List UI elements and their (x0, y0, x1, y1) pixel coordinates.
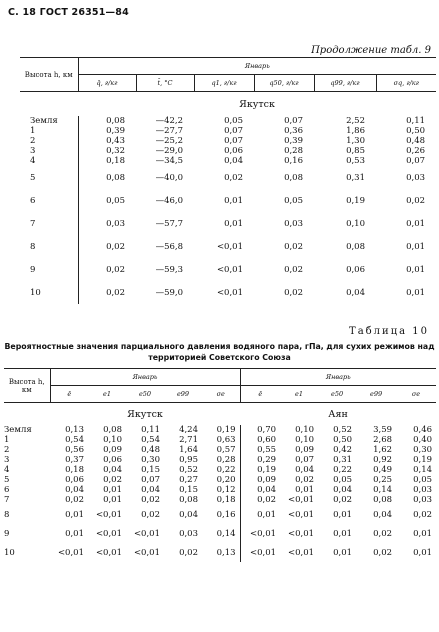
table-cell: —29,0 (155, 146, 183, 156)
row-height-label: 7 (20, 212, 78, 235)
table-cell: 0,56 (65, 445, 84, 455)
table-cell: 0,18 (106, 156, 125, 166)
table-cell: 0,02 (284, 287, 303, 298)
table-cell: 0,02 (106, 287, 125, 298)
table-cell: 0,01 (413, 547, 433, 558)
table-row (4, 445, 436, 455)
column-header: σe (202, 386, 240, 403)
table-cell: 0,37 (65, 455, 84, 465)
table-cell: 0,01 (103, 495, 122, 505)
row-height-label: Земля (4, 425, 32, 435)
table-cell: 0,50 (406, 126, 426, 136)
table-cell: 0,02 (373, 547, 393, 558)
table-cell: 0,27 (179, 475, 198, 485)
table-cell: 0,48 (406, 136, 426, 146)
table-cell: 0,12 (202, 485, 240, 495)
table-cell: 0,31 (333, 455, 353, 465)
table-cell: 0,01 (406, 264, 426, 275)
table-cell: 0,01 (65, 509, 84, 520)
table-cell: 0,39 (284, 136, 303, 146)
table-cell: 0,57 (202, 445, 240, 455)
table-cell: 0,07 (284, 116, 303, 126)
table-cell: 0,04 (346, 287, 365, 298)
table-cell: 0,02 (284, 241, 303, 252)
table-cell: 0,09 (103, 445, 122, 455)
table-cell: 1,62 (373, 445, 393, 455)
table-10-title: Вероятностные значения парциального давления водяного пара, гПа, для сухих режимов над территорией Советского Союза (4, 342, 435, 362)
table-cell: 0,03 (413, 485, 433, 495)
table-cell: 0,30 (413, 445, 433, 455)
table-cell: 0,70 (257, 425, 277, 435)
column-header: q99, г/кг (314, 75, 376, 92)
table-cell: 0,02 (406, 195, 426, 206)
group-header-left: Январь (50, 369, 240, 386)
table-cell: —40,0 (155, 172, 183, 183)
table-cell: 0,49 (373, 465, 393, 475)
table-cell: 0,01 (333, 547, 353, 558)
table-continuation-label: Продолжение табл. 9 (311, 45, 431, 56)
table-cell: 0,04 (373, 509, 393, 520)
table-cell: 0,16 (284, 156, 303, 166)
table-cell: 0,42 (333, 445, 353, 455)
table-cell: 0,13 (202, 543, 240, 562)
table-cell: 3,59 (373, 425, 393, 435)
table-cell: 0,39 (106, 126, 125, 136)
table-cell: —59,0 (155, 287, 183, 298)
table-cell: 0,63 (202, 435, 240, 445)
table-cell: 0,08 (106, 116, 125, 126)
table-row (4, 543, 436, 562)
column-header: q̄, г/кг (78, 75, 136, 92)
table-cell: 0,54 (65, 435, 84, 445)
table-cell: 0,02 (141, 495, 160, 505)
row-height-label: 3 (4, 455, 10, 465)
column-header: ē (240, 386, 280, 403)
table-cell: 0,15 (179, 485, 198, 495)
table-9 (20, 57, 436, 304)
table-cell: 0,06 (224, 146, 243, 156)
table-cell: 0,01 (295, 485, 315, 495)
table-cell: 0,01 (406, 241, 426, 252)
table-cell: <0,01 (95, 528, 122, 539)
table-row (20, 126, 436, 136)
table-cell: 0,11 (141, 425, 160, 435)
table-10-label: Таблица 10 (349, 326, 429, 337)
column-header: e50 (318, 386, 356, 403)
table-cell: <0,01 (133, 528, 160, 539)
table-cell: 0,02 (413, 509, 433, 520)
table-cell: 0,53 (346, 156, 365, 166)
table-cell: 0,01 (257, 509, 277, 520)
table-cell: 0,09 (295, 445, 315, 455)
table-cell: 0,04 (65, 485, 84, 495)
table-row (20, 235, 436, 258)
table-cell: 0,60 (257, 435, 277, 445)
table-cell: 0,32 (106, 146, 125, 156)
column-header: e99 (356, 386, 396, 403)
table-cell: <0,01 (216, 287, 243, 298)
station-label-left: Якутск (127, 408, 163, 420)
table-cell: 0,01 (103, 485, 122, 495)
table-cell: 0,50 (333, 435, 353, 445)
row-height-label: Земля (20, 116, 78, 126)
table-cell: <0,01 (95, 547, 122, 558)
row-height-label: 2 (20, 136, 78, 146)
column-header-height: Высота h, км (20, 58, 78, 92)
table-cell: <0,01 (249, 547, 277, 558)
column-header: e1 (88, 386, 126, 403)
table-cell: 0,01 (406, 218, 426, 229)
table-row (4, 475, 436, 485)
table-cell: <0,01 (216, 241, 243, 252)
station-label: Якутск (239, 98, 275, 110)
table-cell: 0,16 (202, 505, 240, 524)
column-header: e50 (126, 386, 164, 403)
table-cell: 0,04 (103, 465, 122, 475)
table-cell: 0,08 (373, 495, 393, 505)
table-cell: 0,52 (333, 425, 353, 435)
row-height-label: 2 (4, 445, 10, 455)
table-cell: 0,09 (257, 475, 277, 485)
table-cell: 0,03 (406, 172, 426, 183)
row-height-label: 9 (20, 258, 78, 281)
column-header-height: Высота h, км (4, 369, 50, 403)
row-height-label: 4 (20, 156, 78, 166)
table-cell: 0,19 (413, 455, 433, 465)
row-height-label: 9 (4, 528, 10, 539)
table-cell: 4,24 (179, 425, 198, 435)
column-header: σq, г/кг (376, 75, 436, 92)
column-header: e99 (164, 386, 202, 403)
table-cell: 0,01 (65, 528, 84, 539)
table-cell: 0,07 (406, 156, 426, 166)
table-row (20, 166, 436, 189)
group-header-right: Январь (240, 369, 436, 386)
table-cell: 0,04 (257, 485, 277, 495)
table-cell: 0,07 (224, 126, 243, 136)
table-cell: 0,07 (224, 136, 243, 146)
table-cell: 0,03 (284, 218, 303, 229)
table-cell: 0,02 (373, 528, 393, 539)
table-cell: <0,01 (216, 264, 243, 275)
table-cell: 0,52 (179, 465, 198, 475)
table-cell: 1,64 (179, 445, 198, 455)
table-cell: 0,08 (179, 495, 198, 505)
table-cell: <0,01 (287, 509, 315, 520)
table-row (20, 212, 436, 235)
table-cell: <0,01 (57, 547, 84, 558)
station-label-right: Аян (328, 408, 348, 420)
table-cell: —42,2 (155, 116, 183, 126)
table-cell: 0,01 (413, 528, 433, 539)
table-cell: 0,06 (65, 475, 84, 485)
row-height-label: 5 (4, 475, 10, 485)
table-cell: 0,18 (202, 495, 240, 505)
table-cell: 0,18 (65, 465, 84, 475)
table-cell: 0,28 (284, 146, 303, 156)
column-header: e1 (280, 386, 318, 403)
table-cell: 2,68 (373, 435, 393, 445)
row-height-label: 7 (4, 495, 10, 505)
table-cell: 0,03 (413, 495, 433, 505)
column-header: t̄, °С (136, 75, 194, 92)
table-cell: 0,03 (106, 218, 125, 229)
table-cell: 0,02 (179, 547, 198, 558)
table-cell: 0,02 (106, 241, 125, 252)
column-header: q50, г/кг (254, 75, 314, 92)
table-cell: 0,05 (413, 475, 433, 485)
table-cell: 0,04 (141, 485, 160, 495)
table-cell: 0,01 (224, 218, 243, 229)
table-cell: 0,20 (202, 475, 240, 485)
table-cell: 0,08 (106, 172, 125, 183)
table-cell: 0,02 (295, 475, 315, 485)
table-cell: 0,10 (295, 435, 315, 445)
table-cell: 0,22 (333, 465, 353, 475)
table-cell: 0,02 (257, 495, 277, 505)
table-cell: 2,52 (346, 116, 365, 126)
table-cell: 0,04 (224, 156, 243, 166)
table-cell: 0,19 (346, 195, 365, 206)
column-header: q1, г/кг (194, 75, 254, 92)
table-cell: 0,26 (406, 146, 426, 156)
table-cell: 0,01 (406, 287, 426, 298)
table-row (4, 435, 436, 445)
table-cell: 0,02 (333, 495, 353, 505)
table-cell: 0,30 (141, 455, 160, 465)
table-cell: 0,06 (346, 264, 365, 275)
table-cell: 0,07 (141, 475, 160, 485)
table-cell: 0,36 (284, 126, 303, 136)
table-cell: 0,10 (295, 425, 315, 435)
table-cell: —59,3 (155, 264, 183, 275)
table-row (4, 495, 436, 505)
table-cell: 0,85 (346, 146, 365, 156)
row-height-label: 10 (4, 547, 15, 558)
row-height-label: 4 (4, 465, 10, 475)
row-height-label: 8 (20, 235, 78, 258)
table-cell: 0,29 (257, 455, 277, 465)
table-cell: —46,0 (155, 195, 183, 206)
table-row (20, 116, 436, 126)
table-row (20, 136, 436, 146)
table-cell: 0,22 (202, 465, 240, 475)
table-cell: 0,01 (224, 195, 243, 206)
table-row (20, 156, 436, 166)
table-row (4, 465, 436, 475)
table-cell: 0,10 (103, 435, 122, 445)
table-cell: —25,2 (155, 136, 183, 146)
table-cell: 0,92 (373, 455, 393, 465)
table-row (20, 189, 436, 212)
table-cell: <0,01 (133, 547, 160, 558)
table-cell: <0,01 (95, 509, 122, 520)
group-header-january: Январь (78, 58, 436, 75)
table-cell: 0,48 (141, 445, 160, 455)
table-row (4, 485, 436, 495)
table-cell: 0,54 (141, 435, 160, 445)
table-cell: 0,31 (346, 172, 365, 183)
table-cell: 0,02 (103, 475, 122, 485)
table-cell: —57,7 (155, 218, 183, 229)
table-cell: 0,11 (406, 116, 426, 126)
table-cell: 0,40 (413, 435, 433, 445)
table-row (20, 146, 436, 156)
table-cell: 0,04 (333, 485, 353, 495)
table-10 (4, 368, 436, 562)
table-row (4, 455, 436, 465)
table-cell: 0,08 (103, 425, 122, 435)
table-cell: 0,55 (257, 445, 277, 455)
column-header: ē (50, 386, 88, 403)
table-cell: 0,02 (284, 264, 303, 275)
table-cell: 0,01 (333, 509, 353, 520)
table-row (4, 425, 436, 435)
table-row (20, 281, 436, 304)
table-cell: <0,01 (249, 528, 277, 539)
table-cell: 0,08 (284, 172, 303, 183)
table-cell: 0,04 (295, 465, 315, 475)
table-cell: 0,04 (179, 509, 198, 520)
table-cell: 0,08 (346, 241, 365, 252)
row-height-label: 6 (4, 485, 10, 495)
table-row (20, 258, 436, 281)
table-cell: <0,01 (287, 528, 315, 539)
table-cell: —27,7 (155, 126, 183, 136)
table-cell: 0,05 (224, 116, 243, 126)
table-cell: 0,95 (179, 455, 198, 465)
table-row (4, 505, 436, 524)
table-cell: 0,46 (413, 425, 433, 435)
table-cell: 0,06 (103, 455, 122, 465)
table-cell: <0,01 (287, 547, 315, 558)
table-cell: 0,02 (106, 264, 125, 275)
table-cell: 0,14 (413, 465, 433, 475)
table-row (4, 524, 436, 543)
table-cell: 0,28 (202, 455, 240, 465)
table-cell: 0,02 (65, 495, 84, 505)
table-cell: 2,71 (179, 435, 198, 445)
table-cell: 0,19 (202, 425, 240, 435)
row-height-label: 1 (20, 126, 78, 136)
table-cell: 0,43 (106, 136, 125, 146)
table-cell: —56,8 (155, 241, 183, 252)
table-cell: 0,01 (333, 528, 353, 539)
table-cell: 1,86 (346, 126, 365, 136)
row-height-label: 3 (20, 146, 78, 156)
row-height-label: 8 (4, 509, 10, 520)
table-cell: 0,02 (224, 172, 243, 183)
table-cell: 0,03 (179, 528, 198, 539)
table-cell: <0,01 (287, 495, 315, 505)
table-cell: 0,13 (65, 425, 84, 435)
table-cell: 0,05 (284, 195, 303, 206)
row-height-label: 5 (20, 166, 78, 189)
row-height-label: 10 (20, 281, 78, 304)
table-cell: 0,05 (333, 475, 353, 485)
table-cell: 0,02 (141, 509, 160, 520)
table-cell: —34,5 (155, 156, 183, 166)
table-cell: 0,15 (141, 465, 160, 475)
column-header: σe (396, 386, 436, 403)
page-header: С. 18 ГОСТ 26351—84 (8, 7, 129, 18)
table-cell: 0,14 (202, 524, 240, 543)
table-cell: 0,07 (295, 455, 315, 465)
table-cell: 0,14 (373, 485, 393, 495)
table-cell: 1,30 (346, 136, 365, 146)
table-cell: 0,10 (346, 218, 365, 229)
row-height-label: 1 (4, 435, 10, 445)
table-cell: 0,25 (373, 475, 393, 485)
table-cell: 0,19 (257, 465, 277, 475)
row-height-label: 6 (20, 189, 78, 212)
table-cell: 0,05 (106, 195, 125, 206)
